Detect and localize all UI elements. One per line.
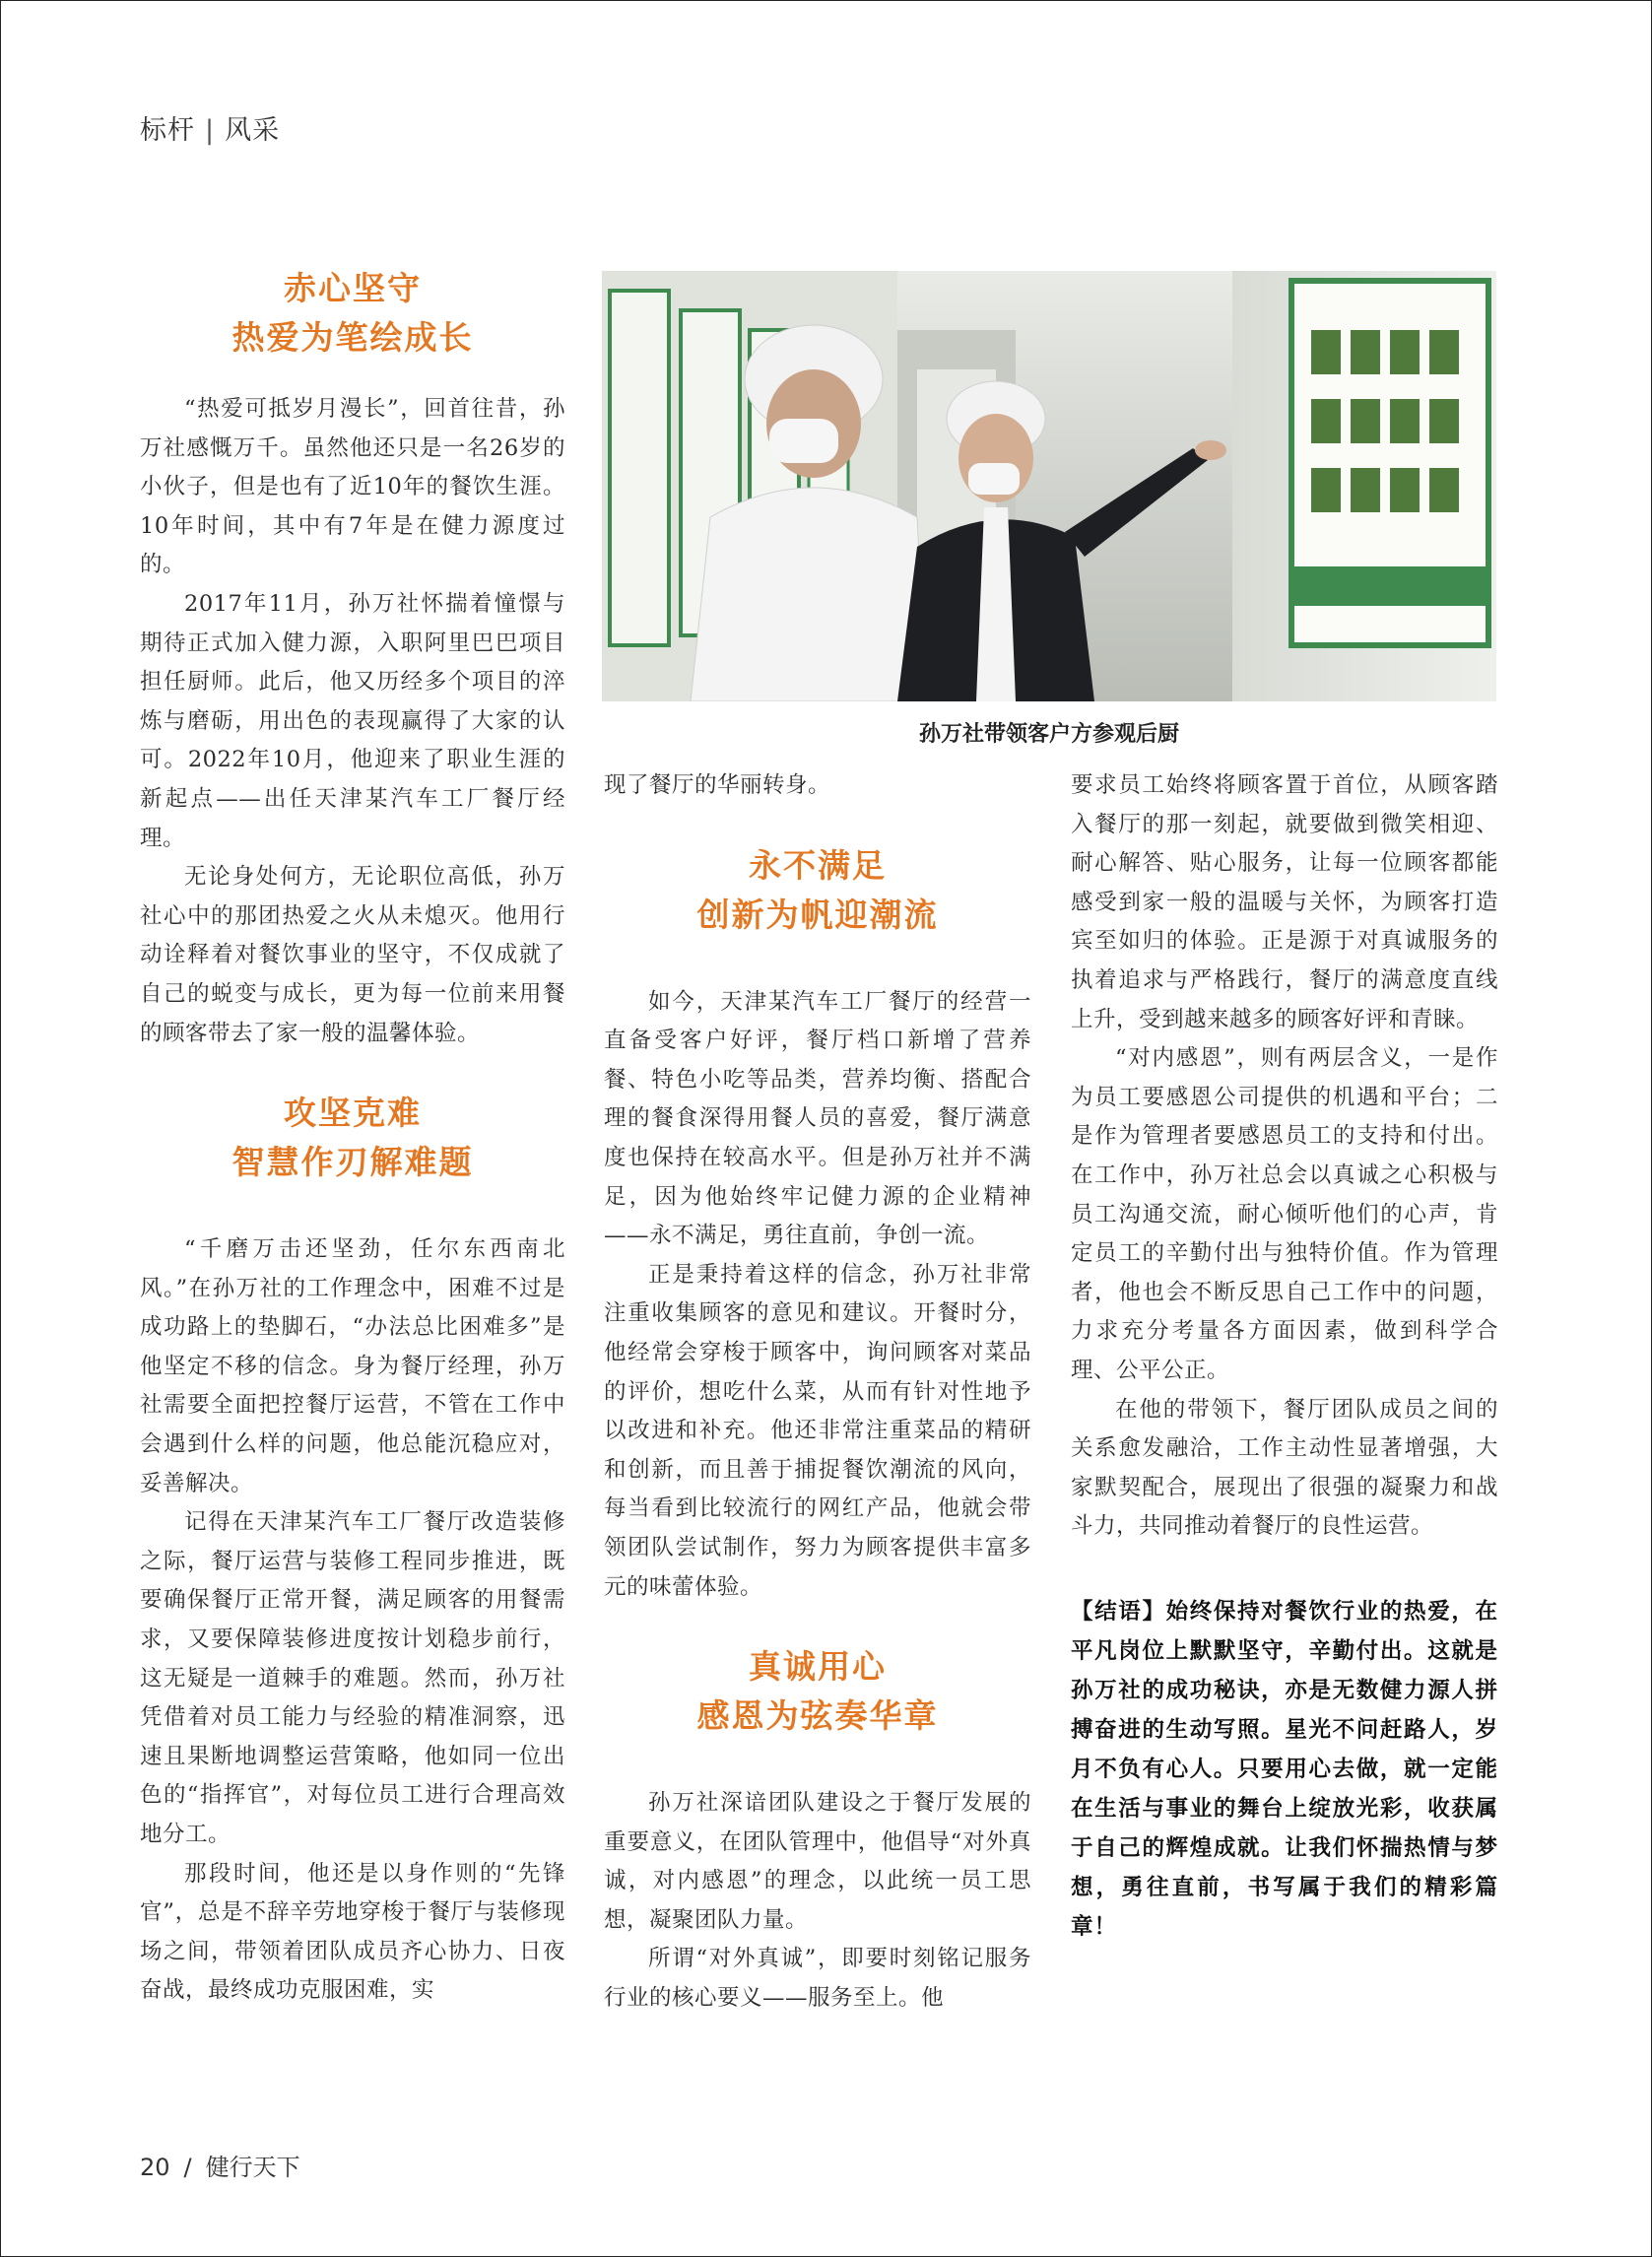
paragraph: 正是秉持着这样的信念，孙万社非常注重收集顾客的意见和建议。开餐时分，他经常会穿梭于顾客中，询问顾客对菜品的评价，想吃什么菜，从而有针对性地予以改进和补充。他还非常注重菜品的精研和创新，而且善于捕捉餐饮潮流的风向，每当看到比较流行的网红产品，他就会带领团队尝试制作，努力为顾客提供丰富多元的味蕾体验。	[604, 1261, 1031, 1600]
subsection-name: 风采	[225, 115, 281, 146]
column-left	[140, 264, 565, 2011]
paragraph: “热爱可抵岁月漫长”，回首往昔，孙万社感慨万千。虽然他还只是一名26岁的小伙子，但是也有了近10年的餐饮生涯。10年时间，其中有7年是在健力源度过的。	[140, 396, 565, 578]
paragraph-continued: 现了餐厅的华丽转身。	[604, 772, 831, 798]
paragraph: 在他的带领下，餐厅团队成员之间的关系愈发融洽，工作主动性显著增强，大家默契配合，展现出了很强的凝聚力和战斗力，共同推动着餐厅的良性运营。	[1071, 1396, 1498, 1540]
page-number: 20	[140, 2154, 170, 2181]
header-divider: |	[205, 115, 216, 146]
conclusion-box: 【结语】始终保持对餐饮行业的热爱，在平凡岗位上默默坚守，辛勤付出。这就是孙万社的成功秘诀，亦是无数健力源人拼搏奋进的生动写照。星光不问赶路人，岁月不负有心人。只要用心去做，就一定能在生活与事业的舞台上绽放光彩，收获属于自己的辉煌成就。让我们怀揣热情与梦想，勇往直前，书写属于我们的精彩篇章！	[1071, 1598, 1498, 1940]
heading-line: 创新为帆迎潮流	[696, 895, 939, 934]
heading-line: 赤心坚守	[284, 269, 422, 307]
page-footer	[140, 2148, 300, 2182]
paragraph-continued: 要求员工始终将顾客置于首位，从顾客踏入餐厅的那一刻起，就要做到微笑相迎、耐心解答、贴心服务，让每一位顾客都能感受到家一般的温暖与关怀，为顾客打造宾至如归的体验。正是源于对真诚服务的执着追求与严格践行，餐厅的满意度直线上升，受到越来越多的顾客好评和青睐。	[1071, 772, 1498, 1032]
section-heading-2	[140, 1089, 565, 1187]
paragraph: 所谓“对外真诚”，即要时刻铭记服务行业的核心要义——服务至上。他	[604, 1946, 1031, 2012]
heading-line: 智慧作刃解难题	[231, 1143, 474, 1182]
heading-line: 攻坚克难	[284, 1094, 422, 1133]
paragraph: 2017年11月，孙万社怀揣着憧憬与期待正式加入健力源，入职阿里巴巴项目担任厨师。此后，他又历经多个项目的淬炼与磨砺，用出色的表现赢得了大家的认可。2022年10月，他迎来了职业生涯的新起点——出任天津某汽车工厂餐厅经理。	[140, 590, 565, 851]
paragraph: 那段时间，他还是以身作则的“先锋官”，总是不辞辛劳地穿梭于餐厅与装修现场之间，带领着团队成员齐心协力、日夜奋战，最终成功克服困难，实	[140, 1860, 565, 2004]
column-right	[1071, 766, 1498, 1947]
heading-line: 真诚用心	[749, 1647, 887, 1687]
section-header	[140, 108, 280, 147]
paragraph: 孙万社深谙团队建设之于餐厅发展的重要意义，在团队管理中，他倡导“对外真诚，对内感恩”的理念，以此统一员工思想，凝聚团队力量。	[604, 1790, 1031, 1933]
heading-line: 感恩为弦奏华章	[696, 1696, 939, 1736]
kitchen-photo	[602, 271, 1496, 701]
paragraph: “对内感恩”，则有两层含义，一是作为员工要感恩公司提供的机遇和平台；二是作为管理者要感恩员工的支持和付出。在工作中，孙万社总会以真诚之心积极与员工沟通交流，耐心倾听他们的心声，肯定员工的辛勤付出与独特价值。作为管理者，他也会不断反思自己工作中的问题，力求充分考量各方面因素，做到科学合理、公平公正。	[1071, 1045, 1498, 1383]
paragraph: 无论身处何方，无论职位高低，孙万社心中的那团热爱之火从未熄灭。他用行动诠释着对餐饮事业的坚守，不仅成就了自己的蜕变与成长，更为每一位前来用餐的顾客带去了家一般的温馨体验。	[140, 864, 565, 1046]
heading-line: 永不满足	[749, 845, 887, 885]
paragraph: 记得在天津某汽车工厂餐厅改造装修之际，餐厅运营与装修工程同步推进，既要确保餐厅正常开餐，满足顾客的用餐需求，又要保障装修进度按计划稳步前行，这无疑是一道棘手的难题。然而，孙万社凭借着对员工能力与经验的精准洞察，迅速且果断地调整运营策略，他如同一位出色的“指挥官”，对每位员工进行合理高效地分工。	[140, 1509, 565, 1847]
paragraph: “千磨万击还坚劲，任尔东西南北风。”在孙万社的工作理念中，困难不过是成功路上的垫脚石，“办法总比困难多”是他坚定不移的信念。身为餐厅经理，孙万社需要全面把控餐厅运营，不管在工作中会遇到什么样的问题，他总能沉稳应对，妥善解决。	[140, 1236, 565, 1496]
section-name: 标杆	[140, 115, 195, 146]
paragraph: 如今，天津某汽车工厂餐厅的经营一直备受客户好评，餐厅档口新增了营养餐、特色小吃等品类，营养均衡、搭配合理的餐食深得用餐人员的喜爱，餐厅满意度也保持在较高水平。但是孙万社并不满足，因为他始终牢记健力源的企业精神——永不满足，勇往直前，争创一流。	[604, 988, 1031, 1249]
photo-caption: 孙万社带领客户方参观后厨	[918, 722, 1179, 747]
column-middle	[604, 766, 1031, 2019]
section-heading-3	[604, 841, 1031, 940]
heading-line: 热爱为笔绘成长	[231, 318, 474, 357]
photo-illustration	[602, 271, 1496, 701]
section-heading-1	[140, 264, 565, 363]
magazine-name: 健行天下	[205, 2154, 300, 2181]
footer-divider: /	[183, 2154, 192, 2181]
section-heading-4	[604, 1642, 1031, 1741]
